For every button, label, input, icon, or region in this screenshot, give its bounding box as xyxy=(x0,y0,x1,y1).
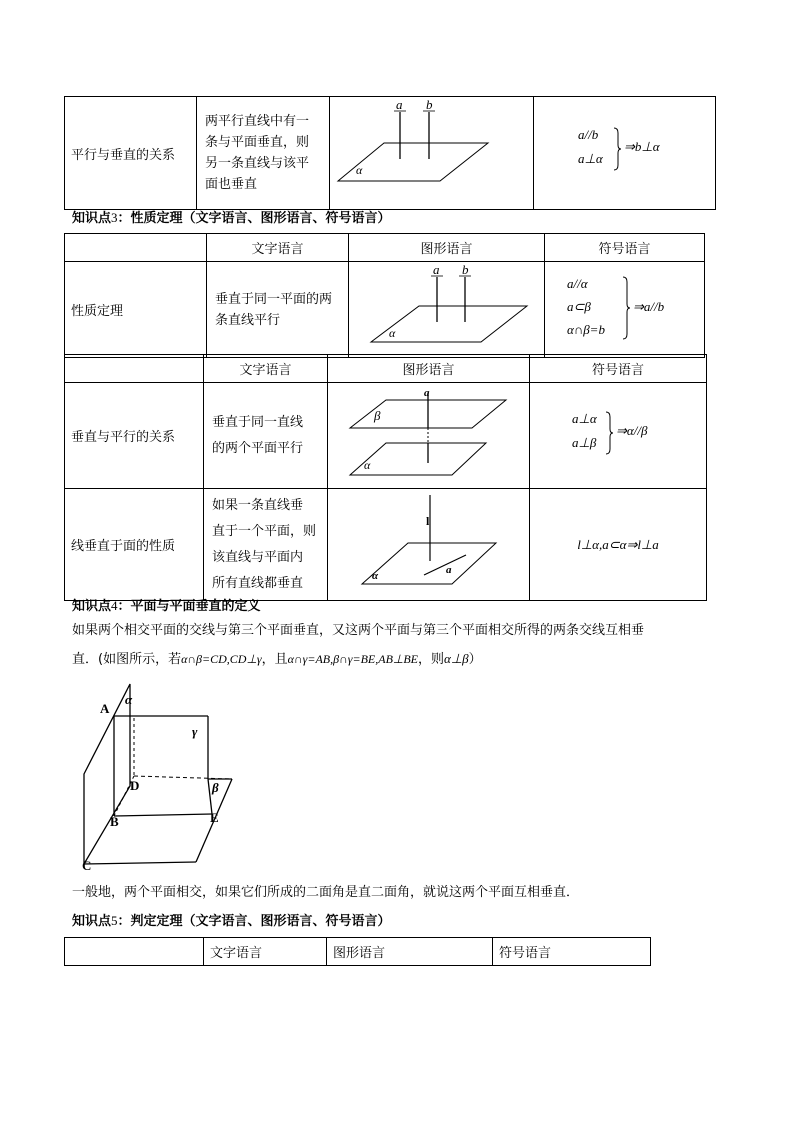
table-judgement-theorem xyxy=(64,937,651,966)
formula: α⊥β xyxy=(444,651,469,666)
premise-3: α∩β=b xyxy=(567,322,605,337)
symbol-cell xyxy=(545,262,705,358)
heading-label: 知识点 xyxy=(72,914,112,929)
text-line: 直于一个平面，则 xyxy=(212,523,317,539)
plane-alpha-label: α xyxy=(356,163,363,177)
point-c-label: C xyxy=(82,858,92,873)
premise-1: a//b xyxy=(578,127,599,142)
table-property-theorem xyxy=(64,233,705,358)
text-line: 垂直于同一直线 xyxy=(212,414,304,430)
dihedral-note: 一般地，两个平面相交，如果它们所成的二面角是直二面角，就说这两个平面互相垂直． xyxy=(72,885,580,900)
plane-beta-label: β xyxy=(374,408,381,423)
header-figure-language: 图形语言 xyxy=(328,355,530,383)
premise-2: a⊥α xyxy=(578,151,603,166)
formula: α∩γ=AB,β∩γ=BE,AB⊥BE xyxy=(287,652,419,666)
header-text-language: 文字语言 xyxy=(207,234,349,262)
conclusion: ⇒a//b xyxy=(633,299,665,314)
text-line: 另一条直线与该平 xyxy=(205,156,310,171)
definition-text: ，且 xyxy=(261,652,288,667)
premise-2: a⊂β xyxy=(567,299,591,314)
plane-alpha-label: α xyxy=(372,570,379,582)
heading-number: 4 xyxy=(111,598,118,613)
section-4-heading xyxy=(72,595,261,614)
premise-2: a⊥β xyxy=(572,435,597,450)
row-title: 性质定理 xyxy=(65,262,207,358)
heading-label: 知识点 xyxy=(72,211,112,226)
diagram-cell xyxy=(328,383,530,489)
header-text-language: 文字语言 xyxy=(204,938,327,966)
definition-line-1: 如果两个相交平面的交线与第三个平面垂直，又这两个平面与第三个平面相交所得的两条交线互相垂 xyxy=(72,623,645,638)
text-line: 两平行直线中有一 xyxy=(205,114,310,129)
symbol-cell xyxy=(530,383,707,489)
conclusion: ⇒α//β xyxy=(616,423,648,438)
heading-label: 知识点 xyxy=(72,599,112,614)
symbol-cell xyxy=(534,97,716,210)
premise-1: a⊥α xyxy=(572,411,597,426)
plane-alpha-label: α xyxy=(389,326,396,340)
parallel-lines-plane-diagram xyxy=(330,97,534,205)
text-line: 该直线与平面内 xyxy=(212,549,304,565)
line-a-label: a xyxy=(396,97,403,112)
plane-alpha-label: α xyxy=(125,692,133,707)
brace-icon xyxy=(604,411,614,455)
heading-number: 5 xyxy=(111,913,118,928)
row-text xyxy=(207,262,349,358)
row-text xyxy=(197,97,330,210)
table-parallel-perpendicular xyxy=(64,96,716,210)
definition-text: ） xyxy=(468,652,482,667)
text-line: 条直线平行 xyxy=(215,312,281,328)
row-title: 线垂直于面的性质 xyxy=(65,489,204,601)
row-text xyxy=(204,383,328,489)
line-b-label: b xyxy=(426,97,433,112)
header-symbol-language: 符号语言 xyxy=(530,355,707,383)
header-symbol-language: 符号语言 xyxy=(545,234,705,262)
diagram-cell xyxy=(330,97,534,210)
heading-title: ：性质定理（文字语言、图形语言、符号语言） xyxy=(117,211,391,226)
plane-beta-label: β xyxy=(212,780,219,795)
line-l-label: l xyxy=(426,514,430,528)
line-a-label: a xyxy=(424,387,430,399)
definition-line-2 xyxy=(72,645,732,674)
heading-title: ：平面与平面垂直的定义 xyxy=(117,599,261,614)
text-line: 面也垂直 xyxy=(205,177,258,192)
plane-gamma-label: γ xyxy=(192,724,198,739)
point-d-label: D xyxy=(130,778,140,793)
plane-alpha-label: α xyxy=(364,458,371,472)
header-figure-language: 图形语言 xyxy=(349,234,545,262)
diagram-cell xyxy=(349,262,545,358)
text-line: 如果一条直线垂 xyxy=(212,497,304,513)
section-5-heading xyxy=(72,910,391,929)
perpendicular-lines-plane-diagram xyxy=(349,262,545,353)
point-e-label: E xyxy=(210,810,219,825)
text-line: 条与平面垂直，则 xyxy=(205,135,310,150)
perpendicular-planes-figure xyxy=(78,676,248,874)
line-perpendicular-plane-diagram xyxy=(328,489,530,596)
point-a-label: A xyxy=(100,701,110,716)
formula: l⊥α,a⊂α⇒l⊥a xyxy=(577,536,659,552)
text-line: 所有直线都垂直 xyxy=(212,575,304,591)
diagram-cell xyxy=(328,489,530,601)
header-symbol-language: 符号语言 xyxy=(493,938,651,966)
header-text-language: 文字语言 xyxy=(204,355,328,383)
definition-text: 直．(如图所示，若 xyxy=(72,652,182,667)
row-title: 平行与垂直的关系 xyxy=(65,97,197,210)
definition-paragraph xyxy=(72,617,732,674)
row-title: 垂直与平行的关系 xyxy=(65,383,204,489)
header-figure-language: 图形语言 xyxy=(327,938,493,966)
brace-icon xyxy=(621,276,631,340)
section-3-heading xyxy=(72,207,391,226)
conclusion: ⇒b⊥α xyxy=(624,139,660,154)
table-perpendicular-parallel xyxy=(64,354,707,601)
brace-icon xyxy=(612,127,622,171)
point-b-label: B xyxy=(110,814,119,829)
two-parallel-planes-diagram xyxy=(328,383,530,484)
premise-1: a//α xyxy=(567,276,588,291)
definition-text: ，则 xyxy=(418,652,445,667)
line-b-label: b xyxy=(462,262,469,277)
formula: α∩β=CD,CD⊥γ xyxy=(181,652,262,666)
symbol-cell xyxy=(530,489,707,601)
line-a-label: a xyxy=(433,262,440,277)
heading-title: ：判定定理（文字语言、图形语言、符号语言） xyxy=(117,914,391,929)
row-text xyxy=(204,489,328,601)
text-line: 的两个平面平行 xyxy=(212,440,304,456)
text-line: 垂直于同一平面的两 xyxy=(215,291,333,307)
inner-line-a-label: a xyxy=(446,564,452,576)
heading-number: 3 xyxy=(111,210,118,225)
